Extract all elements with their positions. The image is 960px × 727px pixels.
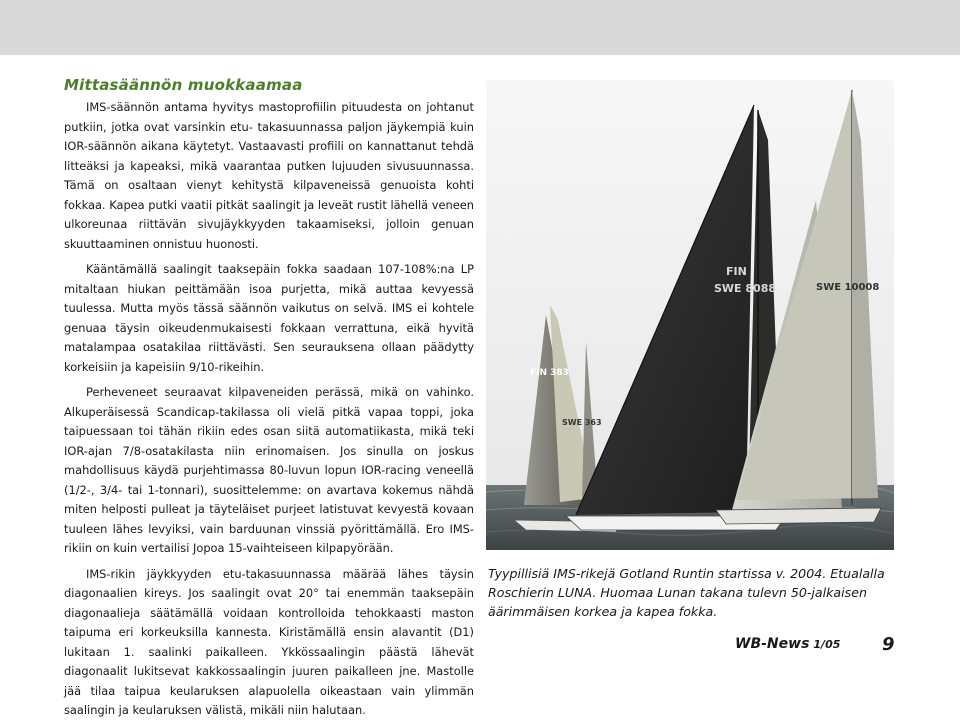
sail-number: SWE 10008 (816, 282, 880, 293)
issue-number: 1/05 (813, 638, 841, 651)
magazine-name: WB-News (735, 636, 810, 652)
sailboats-photo (486, 80, 894, 550)
paragraph: IMS-säännön antama hyvitys mastoprofiilin pituudesta on johtanut putkiin, jotka ovat varsinkin etu- takasuunnassa paljon jäykempiä kuin IOR-säännön aikana käytetyt. Vastaavasti profiili on kannattanut tehdä litteäksi ja kapeaksi, mikä vaarantaa putken lujuuden sivusuunnassa. Tämä on osaltaan vienyt kehitystä kilpaveneissä genuoista kohti fokkaa. Kapea putki vaatii pitkät saalingit ja leveät rustit lähellä veneen ulkoreunaa riittävän sivujäykkyyden takaamiseksi, jolloin genuan skuuttaaminen onnistuu huonosti. (64, 100, 474, 251)
sail-number: FIN (726, 265, 747, 278)
photo-caption: Tyypillisiä IMS-rikejä Gotland Runtin startissa v. 2004. Etualalla Roschierin LUNA. Huomaa Lunan takana tulevn 50-jalkaisen äärimmäisen korkea ja kapea fokka. (488, 566, 885, 619)
sail-number: FIN 383 (530, 368, 569, 378)
page-number: 9 (882, 634, 895, 655)
sail-number: SWE 8088 (714, 282, 777, 295)
magazine-footer (735, 636, 840, 652)
article-body (64, 98, 474, 727)
paragraph: IMS-rikin jäykkyyden etu-takasuunnassa määrää lähes täysin diagonaalien kireys. Jos saalingit ovat 20° tai enemmän taaksepäin diagonaalieja säätämällä voidaan kontrolloida tehokkaasti maston taipuma eri korkeuksilla kannesta. Kiristämällä ensin alavantit (D1) lukitaan 1. saalinki paikalleen. Ykkössaalingin päästä lähevät diagonaalit lukitsevat kakkossaalingin juuren paikalleen jne. Mastolle jää tilaa taipua keularuksen alapuolella oikeastaan vain ylimmän saalingin ja keularuksen välistä, mikäli niin halutaan. (64, 566, 474, 717)
paragraph: Kääntämällä saalingit taaksepäin fokka saadaan 107-108%:na LP mitaltaan hiukan peittämään isoa purjetta, mikä auttaa kevyessä tuulessa. Mutta myös tässä säännön vaikutus on selvä. IMS ei kohtele genuaa täysin oikeudenmukaisesti fokkaan verrattuna, eikä hyvitä matalampaa osatakilaa riittävästi. Sen seurauksena ollaan päädytty korkeisiin ja kapeisiin 9/10-rikeihin. (64, 262, 474, 374)
paragraph: Perheveneet seuraavat kilpaveneiden perässä, mikä on vahinko. Alkuperäisessä Scandicap-takilassa oli vielä pitkä vapaa toppi, joka taipuessaan toi tähän rikiin edes osan siitä automatiikasta, mikä teki IOR-ajan 7/8-osatakilasta niin erinomaisen. Jos sinulla on joskus mahdollisuus käydä purjehtimassa 80-luvun lopun IOR-racing veneellä (1/2-, 3/4- tai 1-tonnari), suosittelemme: on avartava kokemus nähdä miten helposti pulleat ja täyteläiset purjeet latistuvat kevyestä kovaan tuuleen lähes levyiksi, vain barduunan vinssiä pyörittämällä. Ero IMS-rikiin on kuin vertailisi Jopoa 15-vaihteiseen kilpapyörään. (64, 385, 474, 555)
sailboats-illustration (486, 80, 894, 550)
top-band (0, 0, 960, 55)
article-heading: Mittasäännön muokkaamaa (64, 76, 303, 94)
sail-number: SWE 363 (562, 418, 602, 427)
